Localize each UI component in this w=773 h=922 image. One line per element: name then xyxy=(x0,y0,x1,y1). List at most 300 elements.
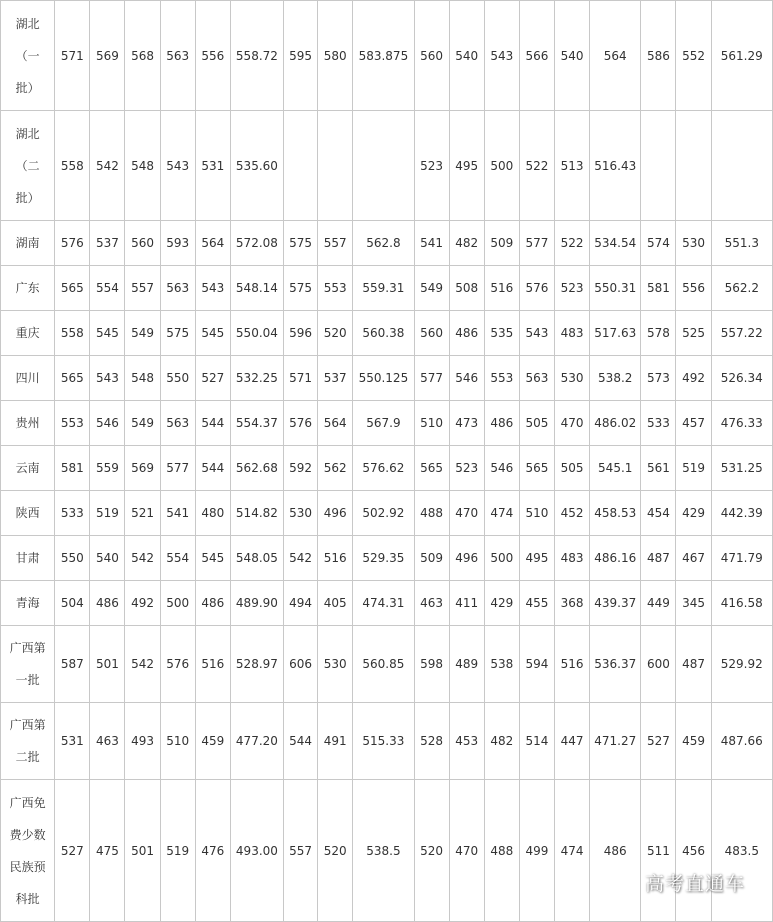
table-cell: 595 xyxy=(284,1,318,111)
table-cell: 563 xyxy=(519,356,554,401)
table-cell: 535 xyxy=(484,311,519,356)
table-cell: 575 xyxy=(160,311,195,356)
table-cell: 550.125 xyxy=(353,356,414,401)
table-cell: 519 xyxy=(90,491,125,536)
table-cell: 556 xyxy=(676,266,711,311)
table-cell: 510 xyxy=(160,703,195,780)
table-cell: 470 xyxy=(555,401,590,446)
table-cell: 576 xyxy=(55,221,90,266)
table-cell: 517.63 xyxy=(590,311,641,356)
table-cell: 537 xyxy=(90,221,125,266)
row-label-line: 甘肃 xyxy=(15,551,40,565)
row-label xyxy=(1,703,55,780)
row-label xyxy=(1,536,55,581)
table-cell: 575 xyxy=(284,221,318,266)
table-cell: 553 xyxy=(55,401,90,446)
table-row xyxy=(1,311,773,356)
table-cell: 470 xyxy=(449,491,484,536)
table-cell: 592 xyxy=(284,446,318,491)
table-cell: 474.31 xyxy=(353,581,414,626)
table-cell: 516 xyxy=(318,536,353,581)
table-cell: 449 xyxy=(641,581,676,626)
table-cell: 569 xyxy=(125,446,160,491)
table-cell: 530 xyxy=(318,626,353,703)
table-cell: 523 xyxy=(555,266,590,311)
row-label-line: 四川 xyxy=(15,371,40,385)
score-table-body xyxy=(1,1,773,922)
table-cell: 544 xyxy=(195,446,230,491)
table-cell: 534.54 xyxy=(590,221,641,266)
table-cell: 514 xyxy=(519,703,554,780)
table-cell: 532.25 xyxy=(230,356,283,401)
table-cell: 483 xyxy=(555,536,590,581)
table-cell: 550 xyxy=(55,536,90,581)
table-cell: 559 xyxy=(90,446,125,491)
row-label-line: 费少数 xyxy=(9,827,46,842)
table-cell: 554.37 xyxy=(230,401,283,446)
table-cell: 538.2 xyxy=(590,356,641,401)
table-cell: 496 xyxy=(449,536,484,581)
table-row xyxy=(1,266,773,311)
row-label xyxy=(1,356,55,401)
table-cell: 548.14 xyxy=(230,266,283,311)
table-cell: 571 xyxy=(284,356,318,401)
table-cell: 542 xyxy=(125,536,160,581)
table-cell: 471.27 xyxy=(590,703,641,780)
table-cell: 520 xyxy=(318,780,353,922)
table-cell: 543 xyxy=(90,356,125,401)
table-cell: 447 xyxy=(555,703,590,780)
table-cell: 550 xyxy=(160,356,195,401)
table-cell: 500 xyxy=(484,111,519,221)
table-cell: 491 xyxy=(318,703,353,780)
table-cell: 565 xyxy=(55,356,90,401)
row-label-line: 一批 xyxy=(15,673,40,687)
table-cell: 525 xyxy=(676,311,711,356)
table-cell: 501 xyxy=(90,626,125,703)
table-cell: 455 xyxy=(519,581,554,626)
table-cell: 560.38 xyxy=(353,311,414,356)
table-cell: 529.92 xyxy=(711,626,772,703)
table-cell: 495 xyxy=(449,111,484,221)
table-cell: 569 xyxy=(90,1,125,111)
table-cell: 501 xyxy=(125,780,160,922)
table-cell: 470 xyxy=(449,780,484,922)
table-cell: 593 xyxy=(160,221,195,266)
table-cell: 531 xyxy=(195,111,230,221)
table-cell: 580 xyxy=(318,1,353,111)
table-cell: 554 xyxy=(160,536,195,581)
table-cell: 505 xyxy=(519,401,554,446)
table-cell: 577 xyxy=(414,356,449,401)
row-label xyxy=(1,311,55,356)
table-cell: 345 xyxy=(676,581,711,626)
table-cell: 541 xyxy=(414,221,449,266)
table-cell: 544 xyxy=(284,703,318,780)
table-cell: 540 xyxy=(449,1,484,111)
table-cell: 541 xyxy=(160,491,195,536)
table-cell xyxy=(676,111,711,221)
table-cell: 564 xyxy=(590,1,641,111)
row-label-line: 湖北 xyxy=(15,126,40,141)
row-label-line: （二 xyxy=(15,158,40,173)
table-cell: 523 xyxy=(414,111,449,221)
table-cell: 564 xyxy=(195,221,230,266)
table-cell: 505 xyxy=(555,446,590,491)
row-label xyxy=(1,221,55,266)
table-cell: 482 xyxy=(449,221,484,266)
table-cell: 516 xyxy=(484,266,519,311)
table-cell: 493 xyxy=(125,703,160,780)
table-row xyxy=(1,536,773,581)
row-label-line: 批） xyxy=(15,190,40,205)
table-cell: 522 xyxy=(519,111,554,221)
table-cell: 558 xyxy=(55,111,90,221)
table-cell: 515.33 xyxy=(353,703,414,780)
table-cell: 562.2 xyxy=(711,266,772,311)
table-cell: 475 xyxy=(90,780,125,922)
table-cell: 568 xyxy=(125,1,160,111)
table-cell: 502.92 xyxy=(353,491,414,536)
table-cell: 586 xyxy=(641,1,676,111)
table-cell: 530 xyxy=(284,491,318,536)
table-cell: 542 xyxy=(284,536,318,581)
table-cell: 543 xyxy=(519,311,554,356)
table-cell: 561.29 xyxy=(711,1,772,111)
table-cell: 477.20 xyxy=(230,703,283,780)
table-cell: 533 xyxy=(55,491,90,536)
table-cell: 563 xyxy=(160,401,195,446)
table-cell: 545.1 xyxy=(590,446,641,491)
table-cell: 565 xyxy=(519,446,554,491)
table-cell: 548 xyxy=(125,356,160,401)
table-cell: 594 xyxy=(519,626,554,703)
table-cell: 557 xyxy=(318,221,353,266)
table-row xyxy=(1,626,773,703)
table-cell: 508 xyxy=(449,266,484,311)
table-cell: 473 xyxy=(449,401,484,446)
table-cell: 596 xyxy=(284,311,318,356)
row-label-line: 重庆 xyxy=(15,326,40,340)
table-cell: 540 xyxy=(90,536,125,581)
table-cell: 486 xyxy=(195,581,230,626)
table-cell: 540 xyxy=(555,1,590,111)
table-cell: 530 xyxy=(555,356,590,401)
table-cell: 548 xyxy=(125,111,160,221)
table-cell: 416.58 xyxy=(711,581,772,626)
table-cell: 487 xyxy=(641,536,676,581)
row-label xyxy=(1,401,55,446)
table-cell: 560.85 xyxy=(353,626,414,703)
table-cell: 557 xyxy=(284,780,318,922)
table-cell: 578 xyxy=(641,311,676,356)
table-cell: 574 xyxy=(641,221,676,266)
table-row xyxy=(1,356,773,401)
row-label-line: 批） xyxy=(15,80,40,95)
table-cell: 545 xyxy=(90,311,125,356)
table-cell: 566 xyxy=(519,1,554,111)
row-label-line: 青海 xyxy=(15,596,40,610)
table-cell: 486 xyxy=(449,311,484,356)
table-cell: 577 xyxy=(519,221,554,266)
table-cell: 492 xyxy=(676,356,711,401)
table-cell: 549 xyxy=(125,401,160,446)
table-cell: 483.5 xyxy=(711,780,772,922)
table-cell: 526.34 xyxy=(711,356,772,401)
row-label xyxy=(1,626,55,703)
table-cell: 600 xyxy=(641,626,676,703)
table-cell: 516 xyxy=(195,626,230,703)
table-cell xyxy=(641,111,676,221)
table-cell: 587 xyxy=(55,626,90,703)
table-cell: 496 xyxy=(318,491,353,536)
table-row xyxy=(1,491,773,536)
table-cell: 463 xyxy=(90,703,125,780)
table-cell: 542 xyxy=(90,111,125,221)
table-cell: 546 xyxy=(90,401,125,446)
table-cell: 510 xyxy=(519,491,554,536)
table-cell: 509 xyxy=(414,536,449,581)
row-label-line: 广西免 xyxy=(9,795,46,810)
table-row xyxy=(1,780,773,922)
table-cell: 543 xyxy=(160,111,195,221)
row-label-line: 云南 xyxy=(15,461,40,475)
table-cell: 538.5 xyxy=(353,780,414,922)
table-cell: 521 xyxy=(125,491,160,536)
table-cell: 492 xyxy=(125,581,160,626)
table-cell: 562 xyxy=(318,446,353,491)
table-cell: 553 xyxy=(484,356,519,401)
table-cell: 487 xyxy=(676,626,711,703)
table-cell: 471.79 xyxy=(711,536,772,581)
table-cell: 486.02 xyxy=(590,401,641,446)
table-cell: 480 xyxy=(195,491,230,536)
table-cell: 530 xyxy=(676,221,711,266)
table-cell: 553 xyxy=(318,266,353,311)
table-cell: 500 xyxy=(484,536,519,581)
table-cell: 560 xyxy=(414,1,449,111)
table-cell: 545 xyxy=(195,311,230,356)
row-label xyxy=(1,491,55,536)
watermark-text: 高考直通车 xyxy=(644,873,745,895)
table-cell: 454 xyxy=(641,491,676,536)
table-cell: 536.37 xyxy=(590,626,641,703)
table-row xyxy=(1,446,773,491)
table-cell: 486.16 xyxy=(590,536,641,581)
table-cell: 556 xyxy=(195,1,230,111)
table-cell: 513 xyxy=(555,111,590,221)
table-cell: 476.33 xyxy=(711,401,772,446)
row-label xyxy=(1,1,55,111)
table-cell: 533 xyxy=(641,401,676,446)
table-cell: 562.8 xyxy=(353,221,414,266)
table-cell: 486 xyxy=(484,401,519,446)
table-cell: 453 xyxy=(449,703,484,780)
table-cell: 368 xyxy=(555,581,590,626)
table-cell: 474 xyxy=(484,491,519,536)
row-label xyxy=(1,446,55,491)
table-cell: 527 xyxy=(55,780,90,922)
table-cell: 552 xyxy=(676,1,711,111)
table-cell: 531.25 xyxy=(711,446,772,491)
table-cell: 495 xyxy=(519,536,554,581)
row-label-line: 科批 xyxy=(15,891,40,906)
table-cell: 535.60 xyxy=(230,111,283,221)
table-cell: 573 xyxy=(641,356,676,401)
table-cell: 487.66 xyxy=(711,703,772,780)
table-cell: 529.35 xyxy=(353,536,414,581)
table-cell: 598 xyxy=(414,626,449,703)
table-cell: 494 xyxy=(284,581,318,626)
table-cell: 523 xyxy=(449,446,484,491)
table-cell: 564 xyxy=(318,401,353,446)
table-cell: 411 xyxy=(449,581,484,626)
table-cell: 548.05 xyxy=(230,536,283,581)
table-cell: 476 xyxy=(195,780,230,922)
row-label-line: 广西第 xyxy=(9,718,46,732)
table-cell: 519 xyxy=(676,446,711,491)
table-cell xyxy=(353,111,414,221)
row-label-line: 陕西 xyxy=(15,506,40,520)
table-cell xyxy=(284,111,318,221)
table-cell: 429 xyxy=(676,491,711,536)
table-cell: 531 xyxy=(55,703,90,780)
table-cell: 528 xyxy=(414,703,449,780)
table-cell: 452 xyxy=(555,491,590,536)
table-cell: 457 xyxy=(676,401,711,446)
table-cell: 439.37 xyxy=(590,581,641,626)
table-cell: 527 xyxy=(641,703,676,780)
table-cell: 546 xyxy=(484,446,519,491)
row-label xyxy=(1,581,55,626)
table-cell: 558.72 xyxy=(230,1,283,111)
table-cell: 565 xyxy=(55,266,90,311)
table-cell: 560 xyxy=(125,221,160,266)
table-cell: 575 xyxy=(284,266,318,311)
table-cell: 563 xyxy=(160,1,195,111)
table-cell: 499 xyxy=(519,780,554,922)
table-cell: 557 xyxy=(125,266,160,311)
table-cell: 576 xyxy=(519,266,554,311)
row-label-line: 广西第 xyxy=(9,641,46,655)
table-cell: 550.04 xyxy=(230,311,283,356)
table-cell: 493.00 xyxy=(230,780,283,922)
table-cell: 543 xyxy=(484,1,519,111)
table-cell: 557.22 xyxy=(711,311,772,356)
table-cell: 483 xyxy=(555,311,590,356)
table-row xyxy=(1,1,773,111)
table-cell: 520 xyxy=(414,780,449,922)
table-cell: 576.62 xyxy=(353,446,414,491)
table-cell: 467 xyxy=(676,536,711,581)
table-cell: 571 xyxy=(55,1,90,111)
row-label-line: 湖北 xyxy=(15,16,40,31)
row-label-line: （一 xyxy=(15,48,40,63)
table-cell: 474 xyxy=(555,780,590,922)
table-cell: 549 xyxy=(414,266,449,311)
table-row xyxy=(1,581,773,626)
table-cell: 405 xyxy=(318,581,353,626)
table-cell: 558 xyxy=(55,311,90,356)
table-cell: 429 xyxy=(484,581,519,626)
table-cell: 528.97 xyxy=(230,626,283,703)
table-cell: 511 xyxy=(641,780,676,922)
table-cell: 500 xyxy=(160,581,195,626)
table-cell: 458.53 xyxy=(590,491,641,536)
table-row xyxy=(1,221,773,266)
table-cell: 567.9 xyxy=(353,401,414,446)
table-cell: 482 xyxy=(484,703,519,780)
table-cell: 549 xyxy=(125,311,160,356)
table-cell: 520 xyxy=(318,311,353,356)
table-cell: 538 xyxy=(484,626,519,703)
row-label xyxy=(1,111,55,221)
table-cell: 583.875 xyxy=(353,1,414,111)
table-cell: 581 xyxy=(55,446,90,491)
table-cell: 442.39 xyxy=(711,491,772,536)
table-cell: 463 xyxy=(414,581,449,626)
table-cell: 488 xyxy=(414,491,449,536)
row-label xyxy=(1,266,55,311)
table-cell: 550.31 xyxy=(590,266,641,311)
table-cell: 563 xyxy=(160,266,195,311)
table-cell: 459 xyxy=(195,703,230,780)
table-cell: 546 xyxy=(449,356,484,401)
table-cell: 527 xyxy=(195,356,230,401)
row-label-line: 广东 xyxy=(15,281,40,295)
table-cell xyxy=(318,111,353,221)
table-row xyxy=(1,703,773,780)
table-cell xyxy=(711,111,772,221)
row-label-line: 湖南 xyxy=(15,236,40,250)
table-cell: 576 xyxy=(284,401,318,446)
table-cell: 489.90 xyxy=(230,581,283,626)
table-cell: 543 xyxy=(195,266,230,311)
table-row xyxy=(1,401,773,446)
row-label-line: 贵州 xyxy=(15,416,40,430)
table-cell: 522 xyxy=(555,221,590,266)
table-cell: 486 xyxy=(590,780,641,922)
table-cell: 581 xyxy=(641,266,676,311)
table-cell: 514.82 xyxy=(230,491,283,536)
table-cell: 554 xyxy=(90,266,125,311)
table-cell: 486 xyxy=(90,581,125,626)
row-label xyxy=(1,780,55,922)
table-cell: 565 xyxy=(414,446,449,491)
table-cell: 489 xyxy=(449,626,484,703)
table-cell: 504 xyxy=(55,581,90,626)
row-label-line: 民族预 xyxy=(9,859,46,874)
table-cell: 561 xyxy=(641,446,676,491)
table-cell: 544 xyxy=(195,401,230,446)
table-cell: 516 xyxy=(555,626,590,703)
table-cell: 560 xyxy=(414,311,449,356)
table-cell: 551.3 xyxy=(711,221,772,266)
table-cell: 572.08 xyxy=(230,221,283,266)
table-cell: 509 xyxy=(484,221,519,266)
table-cell: 606 xyxy=(284,626,318,703)
table-cell: 456 xyxy=(676,780,711,922)
table-row xyxy=(1,111,773,221)
table-cell: 537 xyxy=(318,356,353,401)
table-cell: 562.68 xyxy=(230,446,283,491)
table-cell: 510 xyxy=(414,401,449,446)
table-cell: 576 xyxy=(160,626,195,703)
table-cell: 545 xyxy=(195,536,230,581)
row-label-line: 二批 xyxy=(15,750,40,764)
table-cell: 559.31 xyxy=(353,266,414,311)
table-cell: 488 xyxy=(484,780,519,922)
